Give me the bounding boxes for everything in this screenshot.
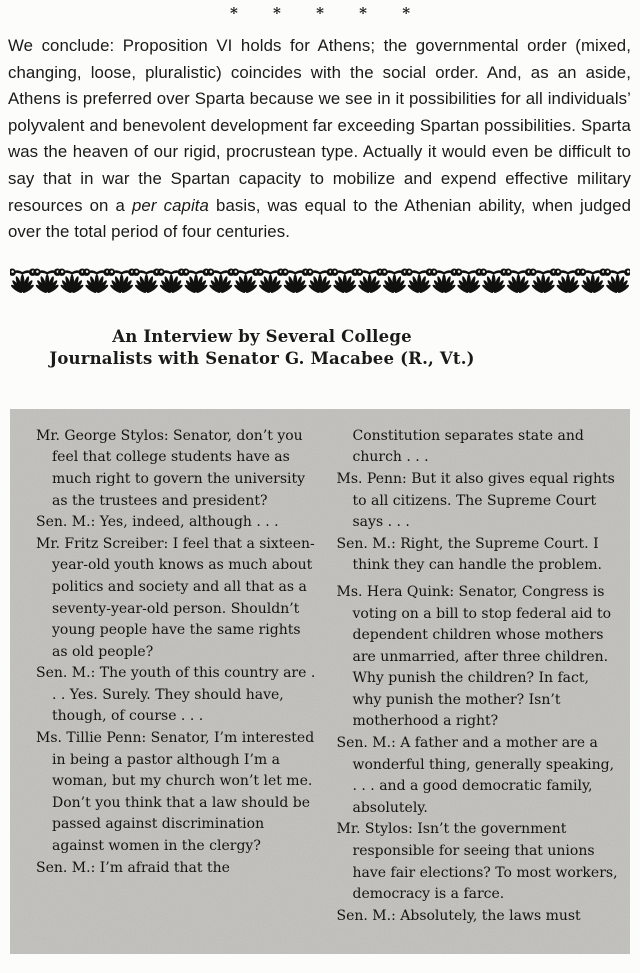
interview-paragraph-continuation: Constitution separates state and church . . . bbox=[352, 427, 584, 466]
conclusion-paragraph bbox=[8, 33, 631, 246]
interview-left-column bbox=[36, 426, 320, 928]
interview-right-column bbox=[337, 426, 621, 928]
interview-transcript-box bbox=[10, 409, 630, 954]
heading-line-1: An Interview by Several College bbox=[112, 326, 412, 346]
interview-paragraph: Sen. M.: A father and a mother are a wonderful thing, generally speaking, . . . and a good democratic family, absolutely. bbox=[336, 735, 615, 816]
palmette-border-svg bbox=[10, 265, 630, 299]
interview-paragraph: Ms. Penn: But it also gives equal rights to all citizens. The Supreme Court says . . . bbox=[336, 470, 615, 531]
italic-term: per capita bbox=[132, 195, 209, 215]
palmette-border-ornament bbox=[10, 265, 630, 299]
interview-paragraph: Sen. M.: Absolutely, the laws must bbox=[336, 907, 581, 924]
heading-line-2: Journalists with Senator G. Macabee (R., Vt.) bbox=[49, 348, 475, 368]
interview-paragraph: Mr. Stylos: Isn’t the government responsible for seeing that unions have fair elections? To most workers, democracy is a farce. bbox=[336, 821, 618, 903]
interview-paragraph: Sen. M.: The youth of this country are . . . Yes. Surely. They should have, though, of course . . . bbox=[36, 665, 316, 725]
interview-paragraph: Sen. M.: I’m afraid that the bbox=[36, 859, 230, 876]
conclusion-text-start: We conclude: Proposition VI holds for Athens; the governmental order (mixed, changing, loose, pluralistic) coincides with the social order. And, as an aside, Athens is preferred over Sparta because we see in it possibilities for all individuals’ polyvalent and benevolent development far exceeding Spartan possibilities. Sparta was the heaven of our rigid, procrustean type. Actually it would even be difficult to say that in war the Spartan capacity to mobilize and expend effective military resources on a bbox=[8, 36, 631, 215]
interview-paragraph: Mr. George Stylos: Senator, don’t you feel that college students have as much right to govern the university as the trustees and president? bbox=[36, 427, 306, 509]
scanned-document-page bbox=[0, 4, 640, 954]
interview-paragraph: Sen. M.: Yes, indeed, although . . . bbox=[36, 514, 279, 531]
interview-columns bbox=[36, 426, 620, 928]
interview-paragraph: Mr. Fritz Screiber: I feel that a sixteen-year-old youth knows as much about politics and society and all that as a seventy-year-old person. Shouldn’t young people have the same rights as old people? bbox=[36, 535, 315, 660]
interview-paragraph: Sen. M.: Right, the Supreme Court. I think they can handle the problem. bbox=[336, 535, 602, 574]
section-separator-asterisks: * * * * * bbox=[229, 4, 426, 22]
conclusion-text-end: basis, was equal to the Athenian ability, when judged over the total period of four centuries. bbox=[8, 195, 632, 242]
interview-heading bbox=[0, 326, 524, 370]
interview-paragraph: Ms. Tillie Penn: Senator, I’m interested in being a pastor although I’m a woman, but my church won’t let me. Don’t you think that a law should be passed against discrimination against women in the clergy? bbox=[36, 730, 315, 855]
interview-paragraph: Ms. Hera Quink: Senator, Congress is voting on a bill to stop federal aid to dependent children whose mothers are unmarried, after three children. Why punish the children? In fact, why punish the mother? Isn’t motherhood a right? bbox=[336, 583, 612, 730]
